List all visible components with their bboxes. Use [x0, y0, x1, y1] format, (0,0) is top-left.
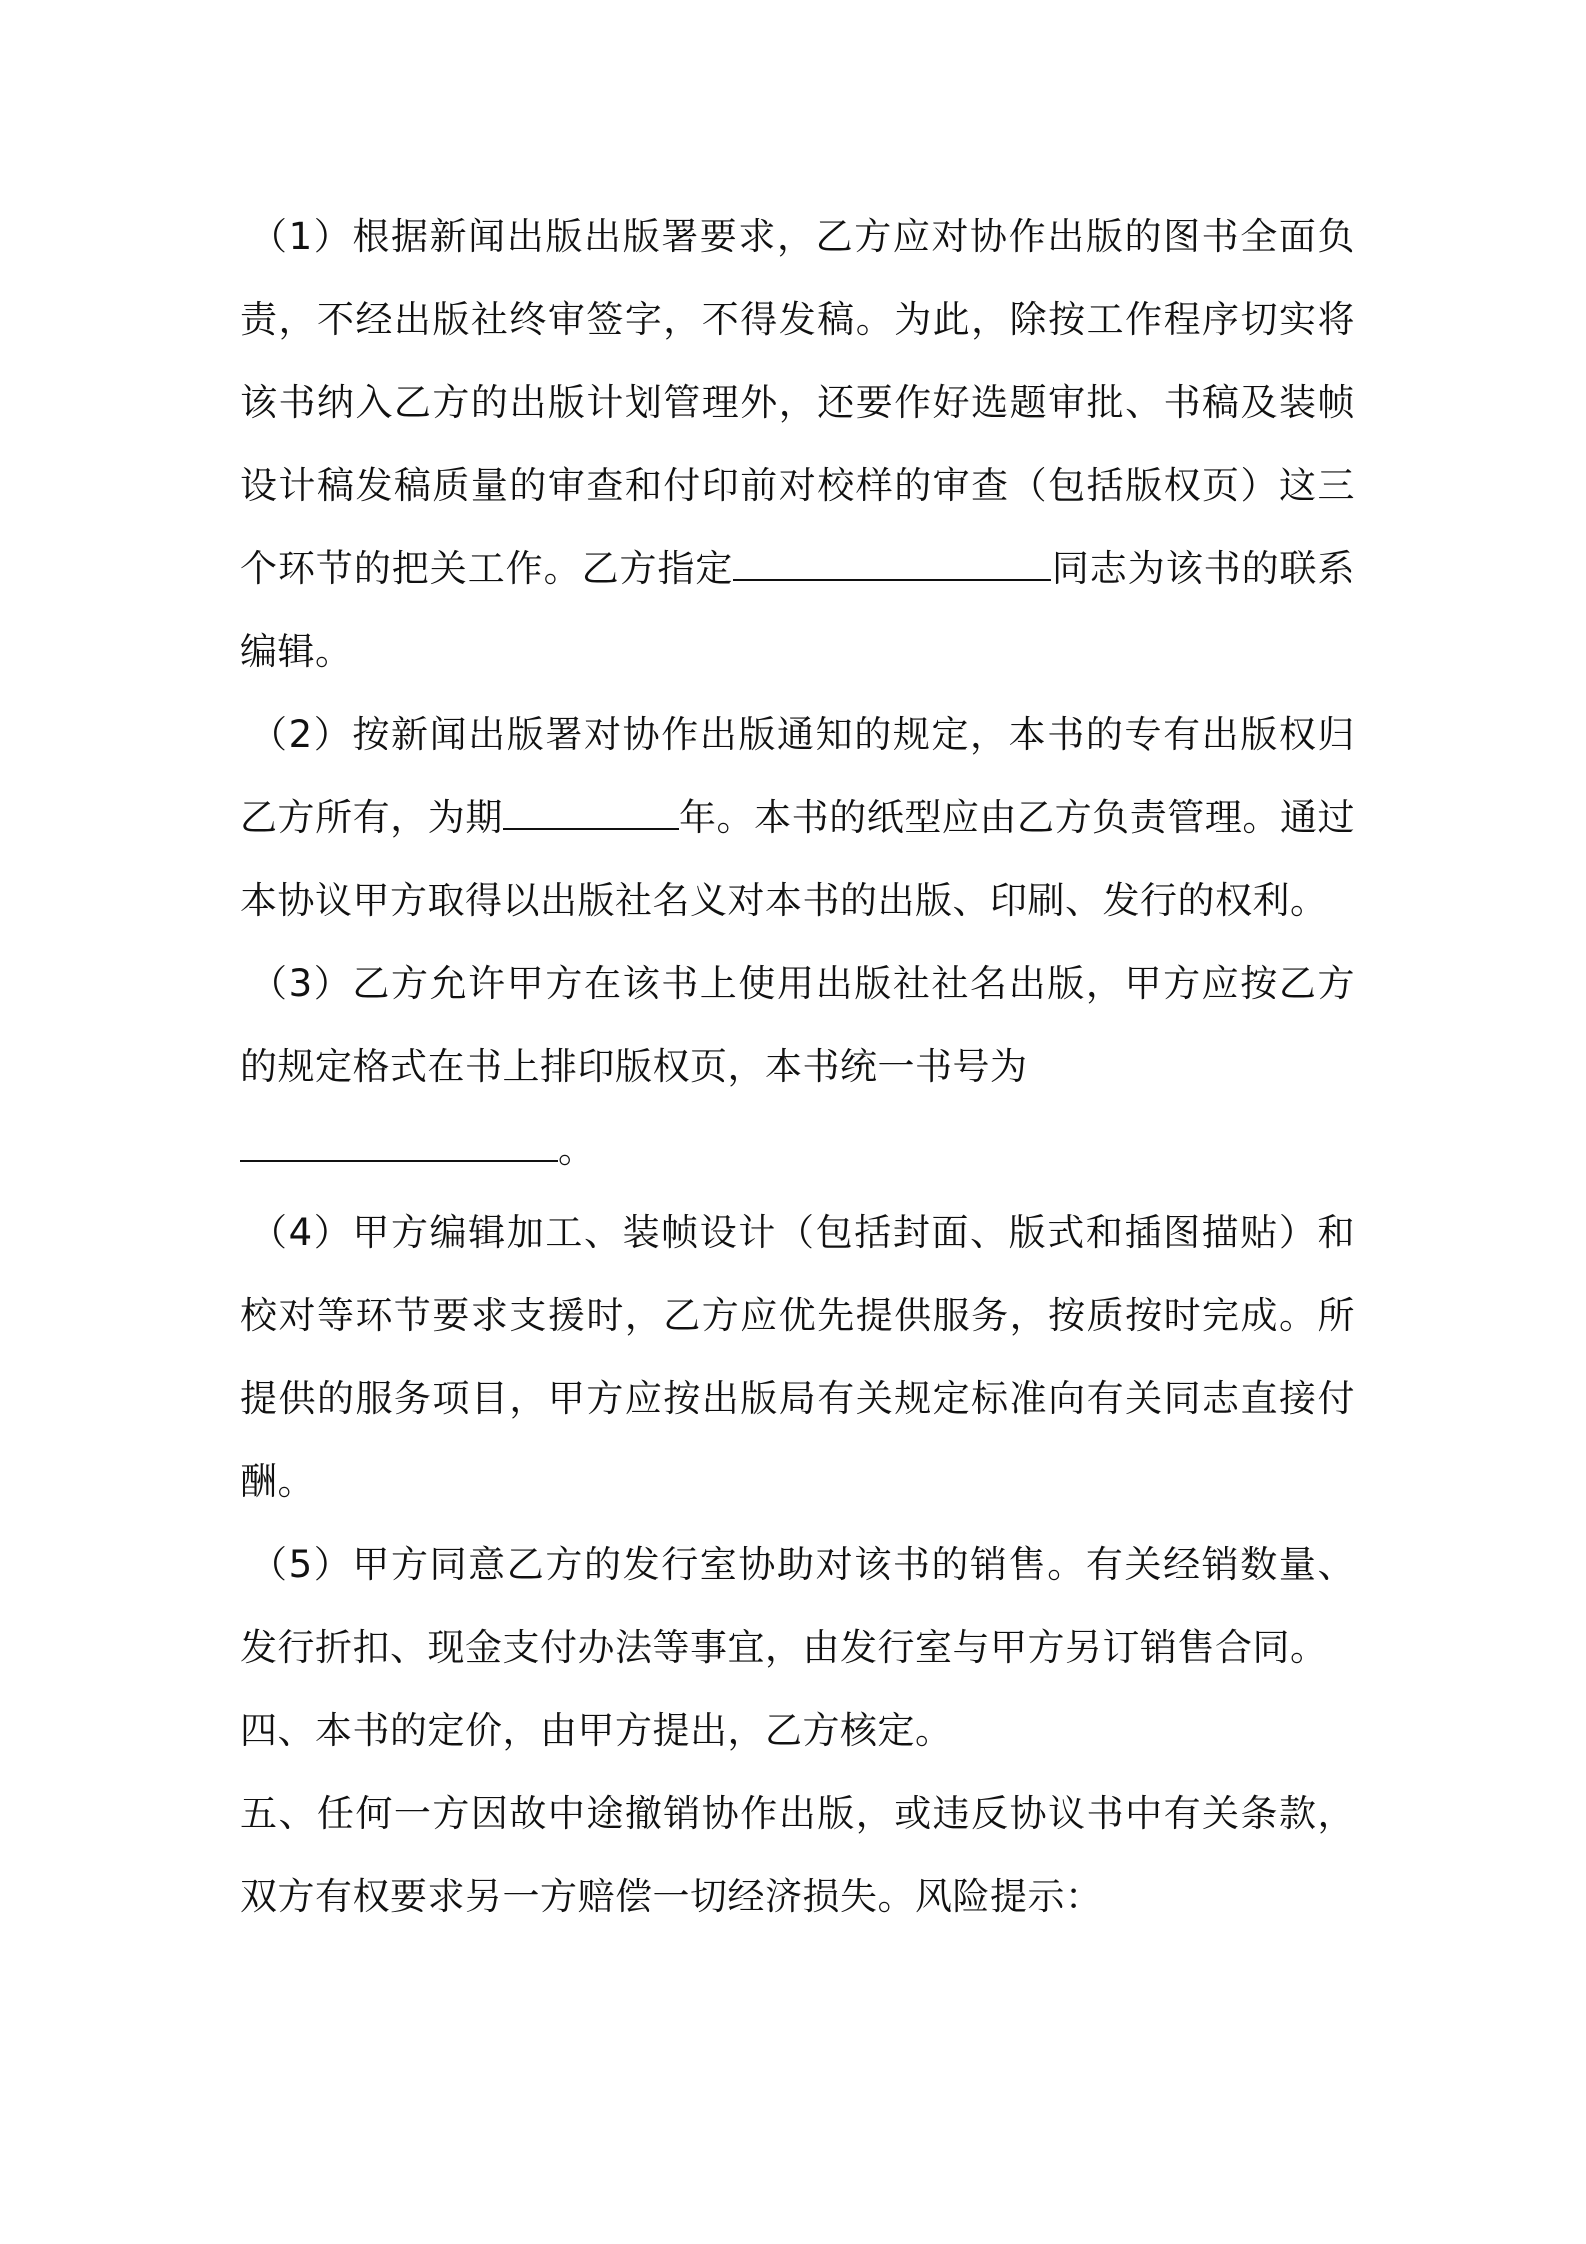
clause-3-text: （3）乙方允许甲方在该书上使用出版社社名出版，甲方应按乙方的规定格式在书上排印版权页，本书统一书号为	[240, 962, 1355, 1088]
clause-2-text: （2）按新闻出版署对协作出版通知的规定，本书的专有出版权归乙方所有，为期	[240, 713, 1355, 839]
clause-2-text-end: 年。本书的纸型应由乙方负责管理。通过本协议甲方取得以出版社名义对本书的出版、印刷、发行的权利。	[240, 796, 1356, 922]
clause-5-paragraph: （5）甲方同意乙方的发行室协助对该书的销售。有关经销数量、发行折扣、现金支付办法等事宜，由发行室与甲方另订销售合同。	[240, 1543, 1355, 1669]
clause-4-paragraph: （4）甲方编辑加工、装帧设计（包括封面、版式和插图描贴）和校对等环节要求支援时，乙方应优先提供服务，按质按时完成。所提供的服务项目，甲方应按出版局有关规定标准向有关同志直接付酬。	[240, 1211, 1355, 1503]
clause-3-paragraph	[240, 942, 1355, 1191]
clause-1-paragraph	[240, 195, 1355, 693]
clause-1-text: （1）根据新闻出版出版署要求，乙方应对协作出版的图书全面负责，不经出版社终审签字，不得发稿。为此，除按工作程序切实将该书纳入乙方的出版计划管理外，还要作好选题审批、书稿及装帧设计稿发稿质量的审查和付印前对校样的审查（包括版权页）这三个环节的把关工作。乙方指定	[240, 215, 1355, 590]
book-number-blank[interactable]	[240, 1130, 558, 1162]
clause-2-paragraph	[240, 693, 1355, 942]
document-page	[240, 195, 1355, 1938]
article-4-paragraph: 四、本书的定价，由甲方提出，乙方核定。	[240, 1709, 953, 1752]
editor-name-blank[interactable]	[733, 549, 1051, 581]
clause-3-text-end: 。	[558, 1128, 596, 1171]
term-years-blank[interactable]	[503, 798, 679, 830]
clause-1-text-end: 同志为该书的联系编辑。	[240, 547, 1356, 673]
article-5-paragraph: 五、任何一方因故中途撤销协作出版，或违反协议书中有关条款，双方有权要求另一方赔偿一切经济损失。风险提示：	[240, 1792, 1355, 1918]
